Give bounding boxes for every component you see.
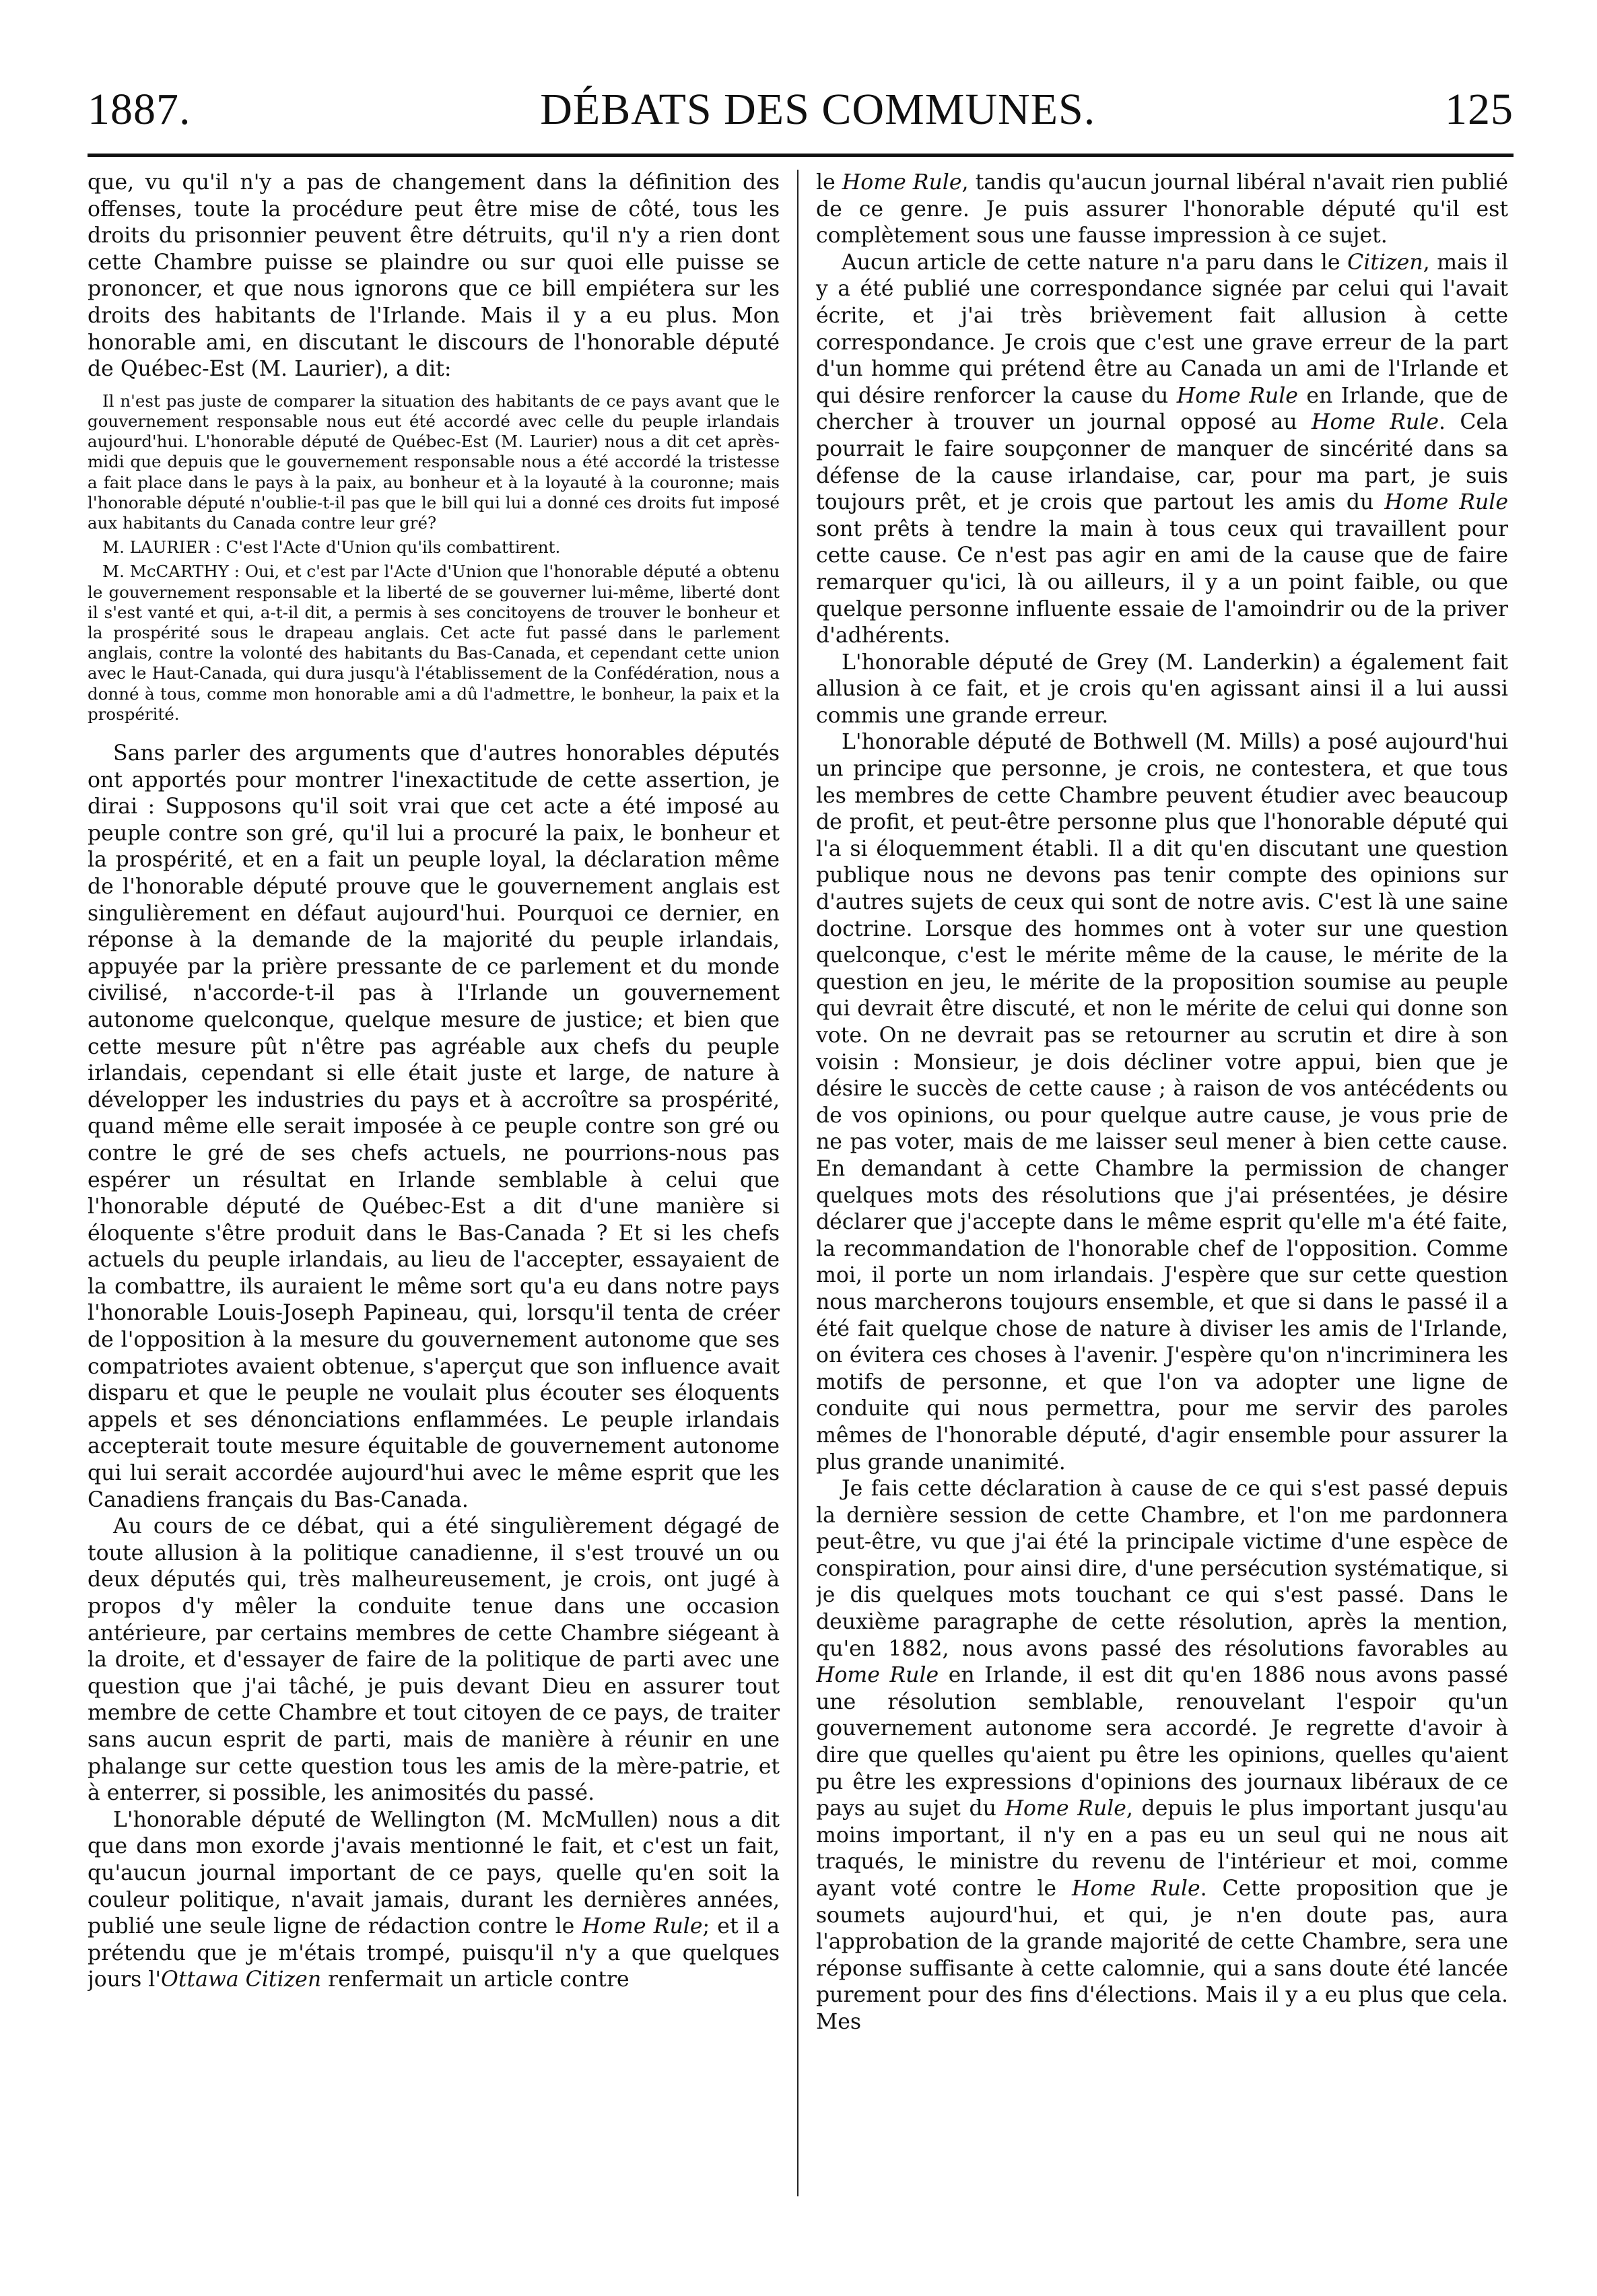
paragraph — [88, 1807, 780, 1994]
paragraph — [816, 1476, 1508, 2035]
text-run: le — [816, 170, 842, 195]
italic-run: Home Rule — [1005, 1796, 1126, 1821]
text-run: . Cela pourrait le faire soupçonner de manquer de sincérité dans sa défense de la cause irlandaise, car, pour ma part, je suis toujours prêt, et je crois que partout les amis du — [816, 410, 1508, 515]
quoted-speech: M. McCARTHY : Oui, et c'est par l'Acte d'Union que l'honorable député a obtenu le gouvernement responsable et la liberté de se gouverner lui-même, liberté dont il s'est vanté et qui, a-t-il dit, a permis à ses concitoyens de trouver le bonheur et la prospérité sous le drapeau anglais. Cet acte fut passé dans le parlement anglais, contre la volonté des habitants du Bas-Canada, et cependant cette union avec le Haut-Canada, qui dura jusqu'à l'établissement de la Confédération, nous a donné à tous, comme mon honorable ami a dû l'admettre, le bonheur, la paix et la prospérité. — [88, 562, 780, 724]
italic-run: Home Rule — [582, 1914, 703, 1939]
italic-run: Home Rule — [1384, 490, 1508, 515]
text-run: L'honorable député de Wellington (M. McMullen) nous a dit que dans mon exorde j'avais mentionné le fait, et c'est un fait, qu'aucun journal important de ce pays, quelle qu'en soit la couleur politique, n'avait jamais, durant les dernières années, publié une seule ligne de rédaction contre le — [88, 1807, 780, 1939]
text-run: en Irlande, que de chercher à trouver un journal opposé au — [816, 383, 1508, 435]
paragraph — [816, 250, 1508, 650]
page-number: 125 — [1445, 85, 1514, 134]
text-run: sont prêts à tendre la main à tous ceux qui travaillent pour cette cause. Ce n'est pas agir en ami de la cause que de faire remarquer qu'ici, là ou ailleurs, il y a un point faible, ou que quelque personne influente essaie de l'amoindrir ou de la priver d'adhérents. — [816, 516, 1508, 648]
italic-run: Ottawa Citizen — [161, 1967, 322, 1992]
paragraph: L'honorable député de Grey (M. Landerkin) a également fait allusion à ce fait, et je crois qu'en agissant ainsi il a lui aussi commis une grande erreur. — [816, 650, 1508, 728]
column-divider — [797, 170, 798, 2196]
header-year: 1887. — [88, 85, 191, 134]
text-run: , depuis le plus important jusqu'au moins important, il n'y en a pas eu un seul qui ne nous ait traqués, le ministre du revenu de l'intérieur et moi, comme ayant voté contre le — [816, 1796, 1508, 1901]
italic-run: Home Rule — [1176, 383, 1298, 408]
header-rule — [88, 154, 1514, 157]
text-run: ; et il a prétendu que je m'étais trompé, puisqu'il n'y a que quelques jours l' — [88, 1914, 780, 1992]
left-column — [88, 170, 780, 2270]
text-run: en Irlande, il est dit qu'en 1886 nous avons passé une résolution semblable, renouvelant l'espoir qu'un gouvernement autonome sera accordé. Je regrette d'avoir à dire que quelles qu'aient pu être les opinions, quelles qu'aient pu être les expressions d'opinions des journaux libéraux de ce pays au sujet du — [816, 1663, 1508, 1821]
italic-run: Citizen — [1347, 250, 1423, 275]
header-title: DÉBATS DES COMMUNES. — [540, 85, 1096, 134]
paragraph — [816, 170, 1508, 250]
italic-run: Home Rule — [1311, 410, 1439, 435]
quoted-speech: M. LAURIER : C'est l'Acte d'Union qu'ils combattirent. — [102, 537, 561, 558]
text-run: . Cette proposition que je soumets aujourd'hui, et qui, je n'en doute pas, aura l'approbation de la grande majorité de cette Chambre, sera une réponse suffisante à cette calomnie, qui a sans doute été lancée purement pour des fins d'élections. Mais il y a eu plus que cela. Mes — [816, 1877, 1508, 2034]
text-run: Je fais cette déclaration à cause de ce qui s'est passé depuis la dernière session de cette Chambre, et l'on me pardonnera peut-être, vu que j'ai été la principale victime d'une espèce de conspiration, pour ainsi dire, d'une persécution systématique, si je dis quelques mots touchant ce qui s'est passé. Dans le deuxième paragraphe de cette résolution, après la mention, qu'en 1882, nous avons passé des résolutions favorables au — [816, 1477, 1508, 1661]
text-run: , tandis qu'aucun journal libéral n'avait rien publié de ce genre. Je puis assurer l'honorable député qu'il est complètement sous une fausse impression à ce sujet. — [816, 170, 1508, 248]
page-header — [88, 79, 1514, 140]
text-run: Aucun article de cette nature n'a paru dans le — [842, 250, 1348, 275]
italic-run: Home Rule — [816, 1663, 939, 1688]
paragraph: que, vu qu'il n'y a pas de changement dans la définition des offenses, toute la procédure peut être mise de côté, tous les droits du prisonnier peuvent être détruits, qu'il n'y a rien dont cette Chambre puisse se plaindre ou sur quoi elle puisse se prononcer, et que nous ignorons que ce bill empiétera sur les droits des habitants de l'Irlande. Mais il y a eu plus. Mon honorable ami, en discutant le discours de l'honorable député de Québec-Est (M. Laurier), a dit: — [88, 170, 780, 382]
paragraph: Sans parler des arguments que d'autres honorables députés ont apportés pour montrer l'inexactitude de cette assertion, je dirai : Supposons qu'il soit vrai que cet acte a été imposé au peuple contre son gré, qu'il lui a procuré la paix, le bonheur et la prospérité, et en a fait un peuple loyal, la déclaration même de l'honorable député prouve que le gouvernement anglais est singulièrement en défaut aujourd'hui. Pourquoi ce dernier, en réponse à la demande de la majorité du peuple irlandais, appuyée par la prière pressante de ce parlement et du monde civilisé, n'accorde-t-il pas à l'Irlande un gouvernement autonome quelconque, quelque mesure de justice; et bien que cette mesure pût n'être pas agréable aux chefs du peuple irlandais, cependant si elle était juste et large, de nature à développer les industries du pays et à accroître sa prospérité, quand même elle serait imposée à ce peuple contre son gré ou contre le gré de ses chefs actuels, ne pourrions-nous pas espérer un résultat en Irlande semblable à celui que l'honorable député de Québec-Est a dit d'une manière si éloquente s'être produit dans le Bas-Canada ? Et si les chefs actuels du peuple irlandais, au lieu de l'accepter, essayaient de la combattre, ils auraient le même sort qu'a eu dans notre pays l'honorable Louis-Joseph Papineau, qui, lorsqu'il tenta de créer de l'opposition à la mesure du gouvernement autonome que ses compatriotes avaient obtenue, s'aperçut que son influence avait disparu et que le peuple ne voulait plus écouter ses éloquents appels et ses dénonciations enflammées. Le peuple irlandais accepterait toute mesure équitable de gouvernement autonome qui lui serait accordée aujourd'hui avec le même esprit que les Canadiens français du Bas-Canada. — [88, 741, 780, 1512]
italic-run: Home Rule — [1072, 1877, 1200, 1901]
italic-run: Home Rule — [842, 170, 962, 195]
text-run: , mais il y a été publié une correspondance signée par celui qui l'avait écrite, et j'ai très brièvement fait allusion à cette correspondance. Je crois que c'est une grave erreur de la part d'un homme qui prétend être au Canada un ami de l'Irlande et qui désire renforcer la cause du — [816, 250, 1508, 408]
paragraph: L'honorable député de Bothwell (M. Mills) a posé aujourd'hui un principe que personne, je crois, ne contestera, et que tous les membres de cette Chambre peuvent étudier avec beaucoup de profit, et peut-être personne plus que l'honorable député qui l'a si éloquemment établi. Il a dit qu'en discutant une question publique nous ne devons pas tenir compte des opinions sur d'autres sujets de ceux qui sont de notre avis. C'est là une saine doctrine. Lorsque des hommes ont à voter sur une question quelconque, c'est le mérite même de la cause, le mérite de la question en jeu, le mérite de la proposition soumise au peuple qui devrait être discuté, et non le mérite de celui qui donne son vote. On ne devrait pas se retourner au scrutin et dire à son voisin : Monsieur, je dois décliner votre appui, bien que je désire le succès de cette cause ; à raison de vos antécédents ou de vos opinions, ou pour quelque autre cause, je vous prie de ne pas voter, mais de me laisser seul mener à bien cette cause. En demandant à cette Chambre la permission de changer quelques mots des résolutions que j'ai présentées, je désire déclarer que j'accepte dans le même esprit qu'elle m'a été faite, la recommandation de l'honorable chef de l'opposition. Comme moi, il porte un nom irlandais. J'espère que sur cette question nous marcherons toujours ensemble, et que si dans le passé il a été fait quelque chose de nature à diviser les amis de l'Irlande, on évitera ces choses à l'avenir. J'espère qu'on n'incriminera les motifs de personne, et que l'on va adopter une ligne de conduite qui nous permettra, pour me servir des paroles mêmes de l'honorable député, d'agir ensemble pour assurer la plus grande unanimité. — [816, 730, 1508, 1475]
text-run: renfermait un article contre — [321, 1967, 630, 1992]
quoted-speech: Il n'est pas juste de comparer la situation des habitants de ce pays avant que le gouvernement responsable nous eut été accordé avec celle du peuple irlandais aujourd'hui. L'honorable député de Québec-Est (M. Laurier) nous a dit cet après-midi que depuis que le gouvernement responsable nous a été accordé la tristesse a fait place dans le pays à la paix, au bonheur et à la loyauté à la couronne; mais l'honorable député n'oublie-t-il pas que le bill qui lui a donné ces droits fut imposé aux habitants du Canada contre leur gré? — [88, 391, 780, 533]
right-column — [816, 170, 1508, 2270]
paragraph: Au cours de ce débat, qui a été singulièrement dégagé de toute allusion à la politique canadienne, il s'est trouvé un ou deux députés qui, très malheureusement, je crois, ont jugé à propos d'y mêler la conduite tenue dans une occasion antérieure, par certains membres de cette Chambre siégeant à la droite, et d'essayer de faire de la politique de parti avec une question que j'ai tâché, je puis devant Dieu en assurer tout membre de cette Chambre et tout citoyen de ce pays, de traiter sans aucun esprit de parti, mais de manière à réunir en une phalange sur cette question tous les amis de la mère-patrie, et à enterrer, si possible, les animosités du passé. — [88, 1514, 780, 1806]
